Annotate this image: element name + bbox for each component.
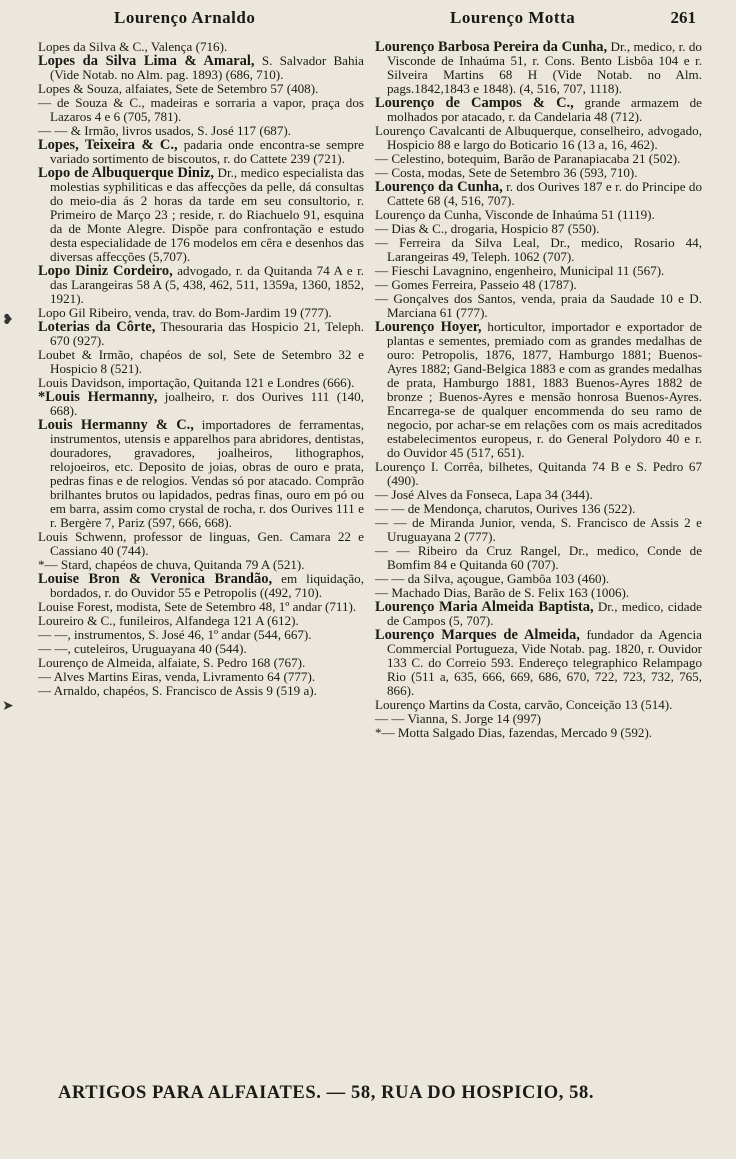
entry-text: Loureiro & C., funileiros, Alfandega 121 A (612). [38,613,299,628]
directory-entry [375,208,702,222]
entry-text: Lopes da Silva & C., Valença (716). [38,39,228,54]
entry-heading: Louis Hermanny & C., [38,417,194,433]
directory-entry [375,40,702,96]
directory-entry [38,572,364,600]
entry-text: — Gonçalves dos Santos, venda, praia da Saudade 10 e D. Marciana 61 (777). [375,291,702,320]
entry-text: fundador da Agencia Commercial Portugueza, Vide Notab. pag. 1820, r. Ouvidor 133 C. do Correio 593. Endereço telegraphico Relampago Rio (511 a, 635, 666, 669, 686, 670, 722, 723, 732, 765, 866). [387,627,702,698]
entry-text: — Arnaldo, chapéos, S. Francisco de Assis 9 (519 a). [38,683,317,698]
directory-entry [375,586,702,600]
entry-text: — — de Mendonça, charutos, Ourives 136 (522). [375,501,636,516]
entry-heading: Louise Bron & Veronica Brandão, [38,571,273,587]
directory-entry [38,418,364,530]
directory-entry [38,390,364,418]
directory-entry [375,516,702,544]
entry-heading: Lopes da Silva Lima & Amaral, [38,53,255,69]
directory-entry [375,236,702,264]
entry-text: — — & Irmão, livros usados, S. José 117 (687). [38,123,292,138]
entry-heading: Lopo de Albuquerque Diniz, [38,165,215,181]
directory-entry [38,54,364,82]
entry-text: Louis Schwenn, professor de linguas, Gen. Camara 22 e Cassiano 40 (744). [38,529,364,558]
entry-heading: Lopes, Teixeira & C., [38,137,178,153]
entry-text: Lourenço Cavalcanti de Albuquerque, conselheiro, advogado, Hospicio 88 e largo do Boticario 16 (13 a, 16, 462). [375,123,702,152]
directory-entry [38,320,364,348]
entry-text: importadores de ferramentas, instrumentos, utensis e apparelhos para abridores, dentistas, douradores, gravadores, joalheiros, lithographos, relojoeiros, etc. Deposito de joias, obras de ouro e prata, pedras finas e de relogios. Vendas só por atacado. Comprão brilhantes brutos ou lapidados, pedras finas, ouro em pó ou em barra, assim como crystal de rocha, r. dos Ourives 111 e r. Bergère 7, Pariz (597, 666, 668). [50,417,364,530]
entry-text: Thesouraria das Hospicio 21, Teleph. 670 (927). [50,319,364,348]
directory-entry [375,726,702,740]
entry-text: — Machado Dias, Barão de S. Felix 163 (1006). [375,585,630,600]
margin-mark-icon: ❥ [2,313,14,328]
directory-entry [375,180,702,208]
directory-entry [38,656,364,670]
directory-entry [38,264,364,306]
entry-text: — — Ribeiro da Cruz Rangel, Dr., medico, Conde de Bomfim 84 e Quitanda 60 (707). [375,543,702,572]
directory-entry [375,264,702,278]
entry-text: advogado, r. da Quitanda 74 A e r. das Larangeiras 58 A (5, 438, 462, 511, 1359a, 1360, 1852, 1921). [50,263,365,306]
entry-text: — Celestino, botequim, Barão de Paranapiacaba 21 (502). [375,151,681,166]
entry-heading: Lourenço Barbosa Pereira da Cunha, [375,39,608,55]
entry-text: — Fieschi Lavagnino, engenheiro, Municipal 11 (567). [375,263,665,278]
header-left-term: Lourenço Arnaldo [114,8,256,27]
directory-entry [38,166,364,264]
entry-text: Dr., medico especialista das molestias syphiliticas e das affecções da pelle, dá consultas do meio-dia ás 2 horas da tarde em seu consultorio, r. Primeiro de Março 23 ; reside, r. do Riachuelo 91, esquina da de Monte Alegre. Dispõe para confrontação e estudo desta especialidade de 176 modelos em cêra e desenhos das diversas affecções (5,707). [50,165,364,264]
entry-heading: Lourenço da Cunha, [375,179,503,195]
entry-text: — —, instrumentos, S. José 46, 1º andar (544, 667). [38,627,312,642]
directory-entry [375,222,702,236]
directory-entry [375,502,702,516]
directory-entry [375,572,702,586]
entry-heading: Lopo Diniz Cordeiro, [38,263,173,279]
directory-entry [38,600,364,614]
directory-entry [375,712,702,726]
right-column [375,40,702,740]
directory-entry [375,460,702,488]
entry-text: Lopes & Souza, alfaiates, Sete de Setembro 57 (408). [38,81,319,96]
entry-text: Loubet & Irmão, chapéos de sol, Sete de Setembro 32 e Hospicio 8 (521). [38,347,364,376]
entry-text: S. Salvador Bahia (Vide Notab. no Alm. pag. 1893) (686, 710). [50,53,364,82]
directory-entry [375,628,702,698]
entry-text: r. dos Ourives 187 e r. do Principe do Cattete 68 (4, 516, 707). [387,179,703,208]
entry-text: Lourenço I. Corrêa, bilhetes, Quitanda 74 B e S. Pedro 67 (490). [375,459,702,488]
directory-entry [38,96,364,124]
directory-entry [375,166,702,180]
entry-text: padaria onde encontra-se sempre variado sortimento de biscoutos, r. do Cattete 239 (721). [50,137,364,166]
entry-heading: Lourenço de Campos & C., [375,95,574,111]
directory-entry [38,82,364,96]
entry-text: *— Motta Salgado Dias, fazendas, Mercado 9 (592). [375,725,653,740]
directory-entry [375,292,702,320]
entry-text: Dr., medico, cidade de Campos (5, 707). [387,599,702,628]
entry-text: — — de Miranda Junior, venda, S. Francisco de Assis 2 e Uruguayana 2 (777). [375,515,702,544]
entry-text: — — da Silva, açougue, Gambôa 103 (460). [375,571,610,586]
directory-entry [38,530,364,558]
entry-heading: *Louis Hermanny, [38,389,158,405]
directory-entry [38,614,364,628]
directory-entry [38,642,364,656]
directory-entry [375,488,702,502]
entry-text: Lourenço de Almeida, alfaiate, S. Pedro 168 (767). [38,655,306,670]
directory-entry [38,558,364,572]
directory-entry [38,348,364,376]
entry-text: — José Alves da Fonseca, Lapa 34 (344). [375,487,593,502]
directory-entry [38,670,364,684]
entry-text: — de Souza & C., madeiras e sorraria a vapor, praça dos Lazaros 4 e 6 (705, 781). [38,95,364,124]
directory-entry [38,628,364,642]
entry-text: Lopo Gil Ribeiro, venda, trav. do Bom-Jardim 19 (777). [38,305,332,320]
entry-text: — Costa, modas, Sete de Setembro 36 (593, 710). [375,165,638,180]
entry-text: — —, cuteleiros, Uruguayana 40 (544). [38,641,247,656]
directory-entry [38,376,364,390]
footer-advert: ARTIGOS PARA ALFAIATES. — 58, RUA DO HOSPICIO, 58. [58,1083,595,1103]
directory-entry [38,124,364,138]
directory-entry [38,138,364,166]
entry-text: Lourenço Martins da Costa, carvão, Conceição 13 (514). [375,697,673,712]
entry-text: — Gomes Ferreira, Passeio 48 (1787). [375,277,577,292]
entry-heading: Lourenço Marques de Almeida, [375,627,580,643]
running-header [40,8,696,30]
margin-arrow-icon: ➤ [2,699,14,714]
directory-entry [375,544,702,572]
entry-text: horticultor, importador e exportador de plantas e sementes, premiado com as grandes medalhas de ouro: Petropolis, 1876, 1877, Hamburgo 1881; Buenos-Ayres 1882; Gand-Belgica 1883 e com as grandes medalhas de prata, Hamburgo 1881, 1883 Buenos-Ayres 1882 de bronze ; Buenos-Ayres e mensão honrosa Buenos-Ayres. Encarrega-se de qualquer encommenda do seu ramo de negocio, por achar-se em relações com os mais acreditados estabelecimentos europeus, r. do General Polydoro 40 e r. do Ouvidor 45 (517, 651). [387,319,702,460]
entry-text: grande armazem de molhados por atacado, r. da Candelaria 48 (712). [387,95,702,124]
header-center-term: Lourenço Motta [450,8,576,27]
entry-text: Dr., medico, r. do Visconde de Inhaúma 51, r. Cons. Bento Lisbôa 104 e r. Silveira Martins 68 H (Vide Notab. no Alm. pags.1842,1843 e 1848). (4, 516, 707, 1118). [387,39,702,96]
directory-entry [375,278,702,292]
directory-entry [375,96,702,124]
directory-entry [375,320,702,460]
directory-entry [38,40,364,54]
entry-text: *— Stard, chapéos de chuva, Quitanda 79 A (521). [38,557,305,572]
directory-entry [38,684,364,698]
directory-entry [375,124,702,152]
entry-heading: Loterias da Côrte, [38,319,156,335]
entry-text: Lourenço da Cunha, Visconde de Inhaúma 51 (1119). [375,207,655,222]
directory-entry [375,698,702,712]
entry-text: — Alves Martins Eiras, venda, Livramento 64 (777). [38,669,316,684]
entry-heading: Lourenço Maria Almeida Baptista, [375,599,594,615]
entry-text: joalheiro, r. dos Ourives 111 (140, 668). [50,389,365,418]
entry-text: — Ferreira da Silva Leal, Dr., medico, Rosario 44, Larangeiras 49, Teleph. 1062 (707). [375,235,702,264]
directory-entry [375,152,702,166]
entry-text: em liquidação, bordados, r. do Ouvidor 55 e Petropolis ((492, 710). [50,571,364,600]
page-number: 261 [670,8,696,27]
entry-text: — Dias & C., drogaria, Hospicio 87 (550). [375,221,600,236]
entry-text: Louis Davidson, importação, Quitanda 121 e Londres (666). [38,375,355,390]
entry-text: Louise Forest, modista, Sete de Setembro 48, 1º andar (711). [38,599,357,614]
entry-heading: Lourenço Hoyer, [375,319,482,335]
left-column [38,40,364,698]
entry-text: — — Vianna, S. Jorge 14 (997) [375,711,542,726]
directory-entry [375,600,702,628]
directory-entry [38,306,364,320]
